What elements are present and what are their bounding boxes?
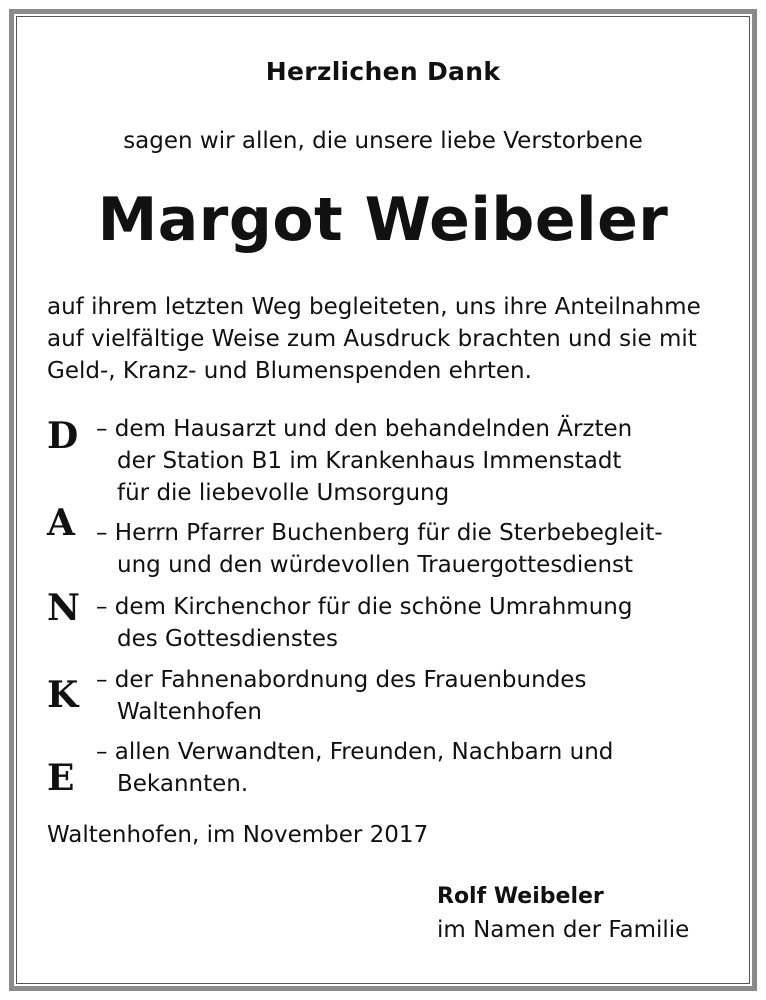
paragraph-line: auf vielfältige Weise zum Ausdruck brachten und sie mit — [47, 326, 697, 352]
thanks-item-n — [96, 591, 746, 655]
thanks-line: – dem Kirchenchor für die schöne Umrahmung — [96, 594, 633, 620]
thanks-letter-a: A — [47, 502, 75, 544]
paragraph-line: Geld-, Kranz- und Blumenspenden ehrten. — [47, 358, 532, 384]
thanks-letter-d: D — [47, 415, 79, 457]
notice-heading: Herzlichen Dank — [265, 57, 501, 86]
thanks-line: Waltenhofen — [117, 699, 262, 725]
thanks-line: für die liebevolle Umsorgung — [117, 480, 450, 506]
thanks-line: – Herrn Pfarrer Buchenberg für die Sterbebegleit- — [96, 520, 663, 546]
place-date: Waltenhofen, im November 2017 — [47, 822, 429, 848]
thanks-line: der Station B1 im Krankenhaus Immenstadt — [117, 448, 622, 474]
thanks-line: – dem Hausarzt und den behandelnden Ärzten — [96, 416, 633, 442]
signer-subtitle: im Namen der Familie — [437, 917, 690, 943]
thanks-line: ung und den würdevollen Trauergottesdienst — [117, 552, 634, 578]
thanks-item-a — [96, 517, 746, 581]
thanks-line: – allen Verwandten, Freunden, Nachbarn und — [96, 739, 614, 765]
paragraph-line: auf ihrem letzten Weg begleiteten, uns ihre Anteilnahme — [47, 294, 701, 320]
signer-name: Rolf Weibeler — [437, 884, 604, 909]
thanks-item-k — [96, 664, 746, 728]
deceased-name: Margot Weibeler — [97, 185, 669, 255]
thanks-line: Bekannten. — [117, 771, 249, 797]
thanks-letter-k: K — [47, 674, 79, 716]
thanks-item-e — [96, 736, 746, 800]
thanks-item-d — [96, 413, 746, 509]
thanks-line: – der Fahnenabordnung des Frauenbundes — [96, 667, 587, 693]
notice-paragraph — [47, 291, 737, 387]
notice-intro: sagen wir allen, die unsere liebe Verstorbene — [123, 128, 643, 154]
thanks-line: des Gottesdienstes — [117, 626, 338, 652]
thanks-letter-e: E — [47, 757, 75, 799]
thanks-letter-n: N — [47, 587, 80, 629]
